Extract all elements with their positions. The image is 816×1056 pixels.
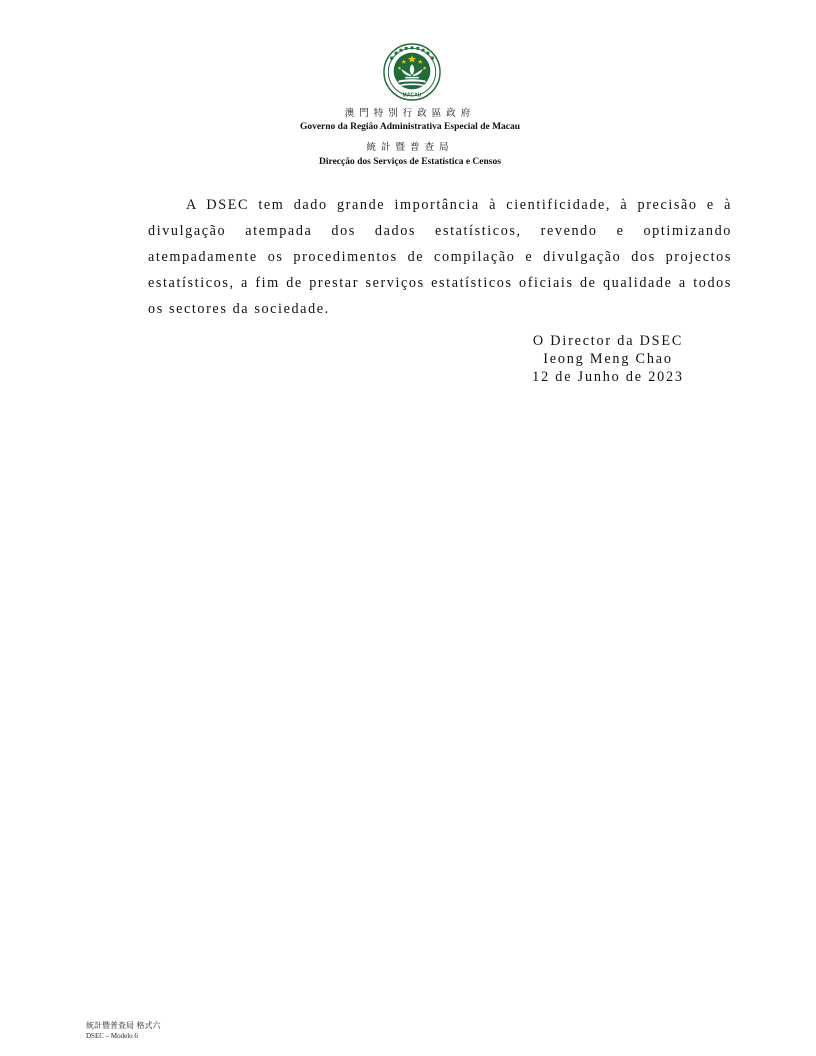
macau-emblem-icon bbox=[383, 43, 441, 101]
government-name-portuguese: Governo da Região Administrativa Especial de Macau bbox=[299, 122, 521, 132]
government-name-chinese: 澳門特別行政區政府 bbox=[344, 108, 476, 119]
department-name-portuguese: Direcção dos Serviços de Estatística e Censos bbox=[319, 157, 501, 167]
signature-name: Ieong Meng Chao bbox=[543, 351, 673, 367]
form-code-portuguese: DSEC – Modelo 6 bbox=[86, 1032, 138, 1040]
signature-date: 12 de Junho de 2023 bbox=[532, 369, 684, 385]
signature-title: O Director da DSEC bbox=[532, 333, 684, 349]
emblem-text: MACAU bbox=[402, 92, 422, 99]
department-name-chinese: 統計暨普查局 bbox=[366, 142, 454, 153]
form-code-chinese: 統計暨普查局 格式六 bbox=[86, 1021, 161, 1030]
body-paragraph: A DSEC tem dado grande importância à cientificidade, à precisão e à divulgação atempada dos dados estatísticos, revendo e optimizando atempadamente os procedimentos de compilação e divulgação dos projectos estatísticos, a fim de prestar serviços estatísticos oficiais de qualidade a todos os sectores da sociedade. bbox=[148, 197, 732, 317]
